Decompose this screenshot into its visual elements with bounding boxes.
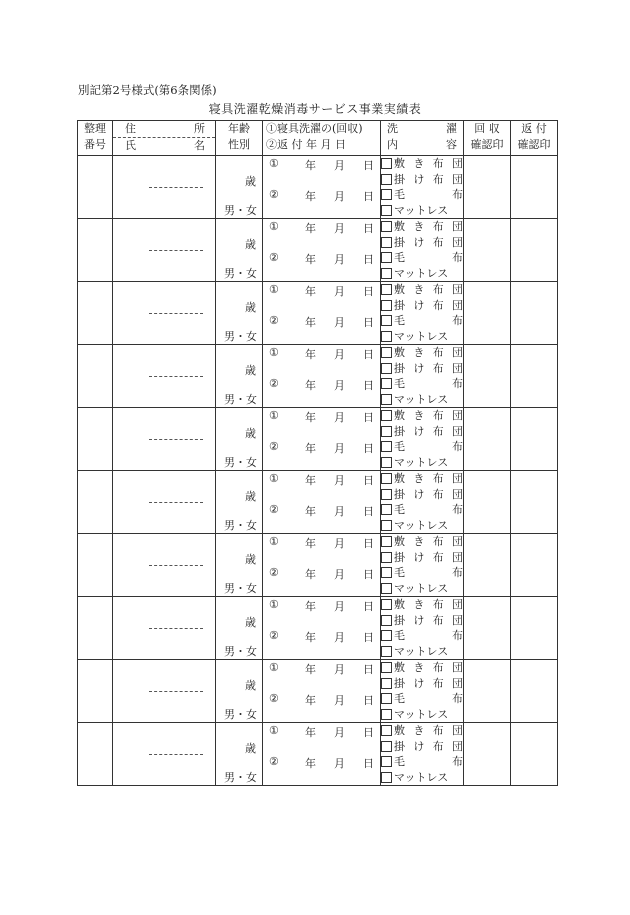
number-cell[interactable] [78, 345, 113, 408]
age-unit: 歳 [245, 427, 256, 440]
checkbox-icon [381, 741, 392, 752]
checkbox-icon [381, 347, 392, 358]
checkbox-icon [381, 457, 392, 468]
return-seal-cell[interactable] [511, 345, 558, 408]
address-name-cell[interactable] [113, 660, 216, 723]
return-seal-cell[interactable] [511, 156, 558, 219]
checkbox-icon [381, 221, 392, 232]
checkbox-icon [381, 189, 392, 200]
date-cell[interactable]: ① 年 月 日 ② 年 月 日 [263, 471, 381, 534]
item-kake[interactable]: 掛 け 布 団 [381, 235, 463, 251]
checkbox-icon [381, 489, 392, 500]
collect-seal-cell[interactable] [464, 471, 511, 534]
item-shiki[interactable]: 敷 き 布 団 [381, 597, 463, 613]
checkbox-icon [381, 473, 392, 484]
age-unit: 歳 [245, 742, 256, 755]
return-seal-cell[interactable] [511, 408, 558, 471]
item-mattress[interactable]: マットレス [381, 644, 463, 660]
checkbox-icon [381, 599, 392, 610]
table-row [78, 660, 558, 723]
contents-cell [381, 534, 464, 597]
checkbox-icon [381, 252, 392, 263]
number-cell[interactable] [78, 156, 113, 219]
checkbox-icon [381, 772, 392, 783]
age-gender-cell[interactable] [216, 534, 263, 597]
item-kake[interactable]: 掛 け 布 団 [381, 298, 463, 314]
age-gender-cell[interactable] [216, 345, 263, 408]
checkbox-icon [381, 552, 392, 563]
table-row [78, 156, 558, 219]
form-label: 別記第2号様式(第6条関係) [78, 83, 217, 97]
table-row [78, 723, 558, 786]
checkbox-icon [381, 205, 392, 216]
return-seal-cell[interactable] [511, 534, 558, 597]
age-gender-cell[interactable] [216, 408, 263, 471]
number-cell[interactable] [78, 597, 113, 660]
age-gender-cell[interactable] [216, 723, 263, 786]
contents-cell [381, 471, 464, 534]
date-cell[interactable]: ① 年 月 日 ② 年 月 日 [263, 156, 381, 219]
item-shiki[interactable]: 敷 き 布 団 [381, 282, 463, 298]
item-kake[interactable]: 掛 け 布 団 [381, 676, 463, 692]
contents-cell [381, 345, 464, 408]
contents-cell [381, 723, 464, 786]
age-unit: 歳 [245, 301, 256, 314]
item-moufu[interactable]: 毛 布 [381, 376, 463, 392]
item-kake[interactable]: 掛 け 布 団 [381, 739, 463, 755]
gender-options: 男・女 [224, 456, 257, 469]
header-address-name: 住 所 氏 名 [113, 121, 216, 156]
date-cell[interactable]: ① 年 月 日 ② 年 月 日 [263, 597, 381, 660]
checkbox-icon [381, 725, 392, 736]
item-moufu[interactable]: 毛 布 [381, 691, 463, 707]
item-moufu[interactable]: 毛 布 [381, 187, 463, 203]
contents-cell [381, 156, 464, 219]
address-name-cell[interactable] [113, 597, 216, 660]
date-cell[interactable]: ① 年 月 日 ② 年 月 日 [263, 534, 381, 597]
contents-cell [381, 660, 464, 723]
address-name-cell[interactable] [113, 723, 216, 786]
address-name-cell[interactable] [113, 282, 216, 345]
item-mattress[interactable]: マットレス [381, 329, 463, 345]
item-mattress[interactable]: マットレス [381, 392, 463, 408]
collect-seal-cell[interactable] [464, 408, 511, 471]
date-cell[interactable]: ① 年 月 日 ② 年 月 日 [263, 660, 381, 723]
number-cell[interactable] [78, 282, 113, 345]
item-mattress[interactable]: マットレス [381, 455, 463, 471]
gender-options: 男・女 [224, 519, 257, 532]
number-cell[interactable] [78, 660, 113, 723]
address-name-cell[interactable] [113, 345, 216, 408]
checkbox-icon [381, 583, 392, 594]
checkbox-icon [381, 410, 392, 421]
number-cell[interactable] [78, 219, 113, 282]
checkbox-icon [381, 426, 392, 437]
checkbox-icon [381, 536, 392, 547]
header-dates: ①寝具洗濯の(回収) ②返 付 年 月 日 [263, 121, 381, 156]
gender-options: 男・女 [224, 645, 257, 658]
checkbox-icon [381, 630, 392, 641]
checkbox-icon [381, 678, 392, 689]
item-moufu[interactable]: 毛 布 [381, 313, 463, 329]
contents-cell [381, 408, 464, 471]
contents-cell [381, 597, 464, 660]
checkbox-icon [381, 158, 392, 169]
checkbox-icon [381, 331, 392, 342]
date-cell[interactable]: ① 年 月 日 ② 年 月 日 [263, 408, 381, 471]
header-row [78, 121, 558, 156]
table-row [78, 282, 558, 345]
age-gender-cell[interactable] [216, 660, 263, 723]
header-age-gender: 年齢 性別 [216, 121, 263, 156]
checkbox-icon [381, 174, 392, 185]
contents-cell [381, 219, 464, 282]
address-name-cell[interactable] [113, 156, 216, 219]
collect-seal-cell[interactable] [464, 723, 511, 786]
checkbox-icon [381, 284, 392, 295]
date-cell[interactable]: ① 年 月 日 ② 年 月 日 [263, 282, 381, 345]
checkbox-icon [381, 441, 392, 452]
return-seal-cell[interactable] [511, 219, 558, 282]
collect-seal-cell[interactable] [464, 219, 511, 282]
header-return-seal: 返 付 確認印 [511, 121, 558, 156]
table-row [78, 219, 558, 282]
item-kake[interactable]: 掛 け 布 団 [381, 550, 463, 566]
checkbox-icon [381, 756, 392, 767]
item-moufu[interactable]: 毛 布 [381, 439, 463, 455]
checkbox-icon [381, 268, 392, 279]
age-unit: 歳 [245, 175, 256, 188]
checkbox-icon [381, 662, 392, 673]
checkbox-icon [381, 567, 392, 578]
checkbox-icon [381, 693, 392, 704]
address-name-cell[interactable] [113, 408, 216, 471]
item-moufu[interactable]: 毛 布 [381, 250, 463, 266]
checkbox-icon [381, 315, 392, 326]
item-kake[interactable]: 掛 け 布 団 [381, 424, 463, 440]
item-shiki[interactable]: 敷 き 布 団 [381, 219, 463, 235]
item-shiki[interactable]: 敷 き 布 団 [381, 723, 463, 739]
table-row [78, 471, 558, 534]
collect-seal-cell[interactable] [464, 597, 511, 660]
table-row [78, 345, 558, 408]
return-seal-cell[interactable] [511, 660, 558, 723]
item-shiki[interactable]: 敷 き 布 団 [381, 471, 463, 487]
number-cell[interactable] [78, 723, 113, 786]
item-moufu[interactable]: 毛 布 [381, 754, 463, 770]
age-gender-cell[interactable] [216, 219, 263, 282]
item-mattress[interactable]: マットレス [381, 266, 463, 282]
item-mattress[interactable]: マットレス [381, 770, 463, 786]
item-kake[interactable]: 掛 け 布 団 [381, 613, 463, 629]
item-moufu[interactable]: 毛 布 [381, 628, 463, 644]
table-row [78, 534, 558, 597]
age-unit: 歳 [245, 679, 256, 692]
age-unit: 歳 [245, 238, 256, 251]
form-title: 寝具洗濯乾燥消毒サービス事業実績表 [208, 102, 422, 116]
collect-seal-cell[interactable] [464, 660, 511, 723]
item-shiki[interactable]: 敷 き 布 団 [381, 156, 463, 172]
checkbox-icon [381, 646, 392, 657]
return-seal-cell[interactable] [511, 597, 558, 660]
item-shiki[interactable]: 敷 き 布 団 [381, 408, 463, 424]
number-cell[interactable] [78, 408, 113, 471]
item-kake[interactable]: 掛 け 布 団 [381, 487, 463, 503]
date-cell[interactable]: ① 年 月 日 ② 年 月 日 [263, 219, 381, 282]
gender-options: 男・女 [224, 771, 257, 784]
header-contents: 洗 濯 内 容 [381, 121, 464, 156]
collect-seal-cell[interactable] [464, 534, 511, 597]
number-cell[interactable] [78, 471, 113, 534]
address-name-cell[interactable] [113, 219, 216, 282]
gender-options: 男・女 [224, 708, 257, 721]
checkbox-icon [381, 504, 392, 515]
collect-seal-cell[interactable] [464, 345, 511, 408]
checkbox-icon [381, 237, 392, 248]
item-mattress[interactable]: マットレス [381, 203, 463, 219]
return-seal-cell[interactable] [511, 471, 558, 534]
collect-seal-cell[interactable] [464, 156, 511, 219]
checkbox-icon [381, 520, 392, 531]
item-mattress[interactable]: マットレス [381, 581, 463, 597]
gender-options: 男・女 [224, 582, 257, 595]
record-table [77, 120, 558, 786]
item-mattress[interactable]: マットレス [381, 707, 463, 723]
checkbox-icon [381, 363, 392, 374]
age-gender-cell[interactable] [216, 597, 263, 660]
address-name-cell[interactable] [113, 534, 216, 597]
checkbox-icon [381, 394, 392, 405]
age-gender-cell[interactable] [216, 471, 263, 534]
gender-options: 男・女 [224, 393, 257, 406]
address-name-cell[interactable] [113, 471, 216, 534]
table-row [78, 408, 558, 471]
age-unit: 歳 [245, 490, 256, 503]
item-mattress[interactable]: マットレス [381, 518, 463, 534]
checkbox-icon [381, 300, 392, 311]
item-kake[interactable]: 掛 け 布 団 [381, 361, 463, 377]
date-cell[interactable]: ① 年 月 日 ② 年 月 日 [263, 345, 381, 408]
age-unit: 歳 [245, 364, 256, 377]
header-number: 整理 番号 [78, 121, 113, 156]
gender-options: 男・女 [224, 330, 257, 343]
gender-options: 男・女 [224, 267, 257, 280]
checkbox-icon [381, 615, 392, 626]
collect-seal-cell[interactable] [464, 282, 511, 345]
age-unit: 歳 [245, 553, 256, 566]
item-moufu[interactable]: 毛 布 [381, 565, 463, 581]
age-gender-cell[interactable] [216, 282, 263, 345]
return-seal-cell[interactable] [511, 282, 558, 345]
checkbox-icon [381, 709, 392, 720]
age-unit: 歳 [245, 616, 256, 629]
contents-cell [381, 282, 464, 345]
date-cell[interactable]: ① 年 月 日 ② 年 月 日 [263, 723, 381, 786]
item-shiki[interactable]: 敷 き 布 団 [381, 534, 463, 550]
table-row [78, 597, 558, 660]
number-cell[interactable] [78, 534, 113, 597]
item-shiki[interactable]: 敷 き 布 団 [381, 345, 463, 361]
header-collect-seal: 回 収 確認印 [464, 121, 511, 156]
item-shiki[interactable]: 敷 き 布 団 [381, 660, 463, 676]
item-kake[interactable]: 掛 け 布 団 [381, 172, 463, 188]
age-gender-cell[interactable] [216, 156, 263, 219]
gender-options: 男・女 [224, 204, 257, 217]
return-seal-cell[interactable] [511, 723, 558, 786]
checkbox-icon [381, 378, 392, 389]
item-moufu[interactable]: 毛 布 [381, 502, 463, 518]
